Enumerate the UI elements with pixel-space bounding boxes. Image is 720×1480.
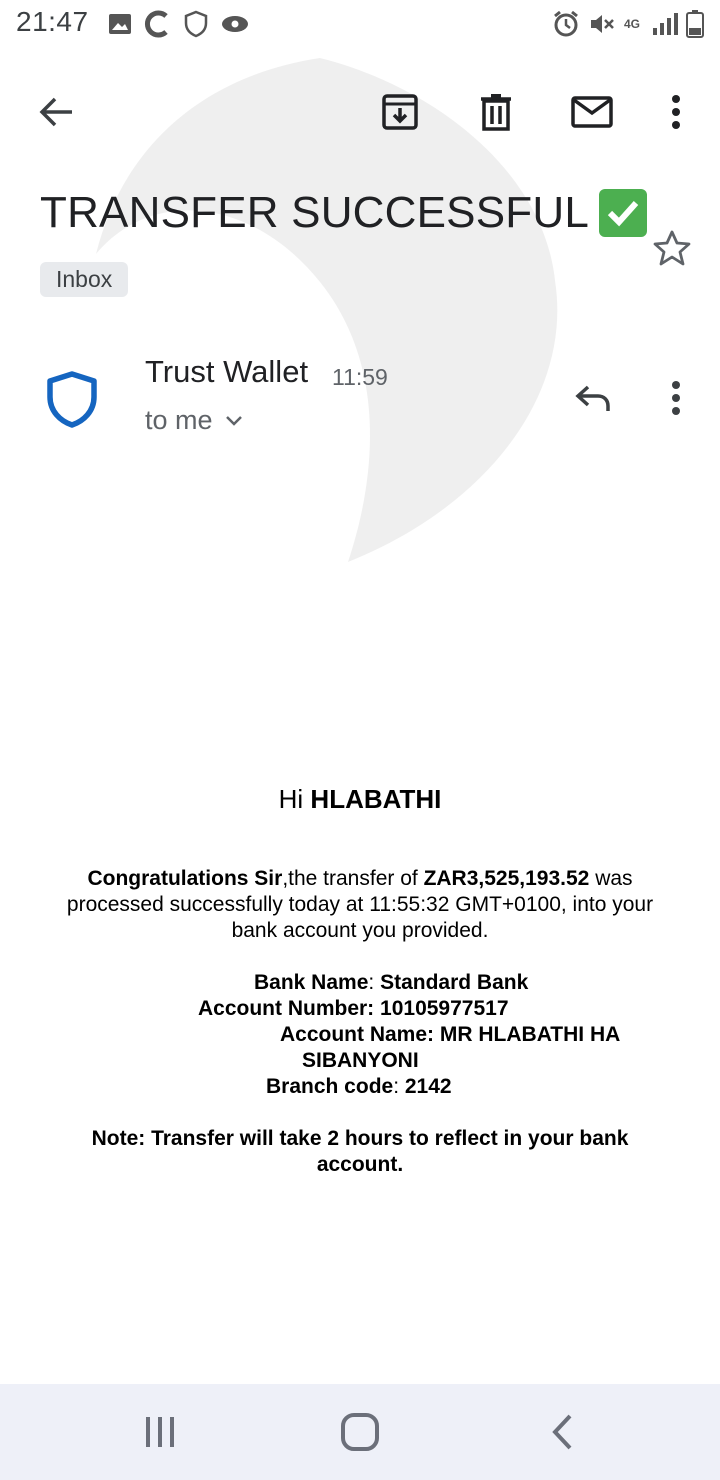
more-vert-icon bbox=[671, 381, 681, 415]
check-mark-icon bbox=[599, 189, 647, 237]
recent-apps-button[interactable] bbox=[130, 1404, 190, 1460]
reply-icon bbox=[574, 383, 612, 413]
star-button[interactable] bbox=[648, 224, 696, 272]
account-name-line bbox=[280, 1022, 620, 1048]
chevron-left-icon bbox=[550, 1413, 574, 1451]
para-text-2: was processed successfully today at 11:55:32 GMT+0100, into your bank account you provided. bbox=[66, 867, 654, 942]
system-back-button[interactable] bbox=[532, 1404, 592, 1460]
recipient-details-toggle[interactable] bbox=[145, 405, 243, 436]
account-name-line-2 bbox=[302, 1048, 419, 1074]
message-more-button[interactable] bbox=[650, 378, 702, 418]
account-name-value-1: MR HLABATHI HA bbox=[439, 1023, 621, 1046]
account-number-label: Account Number: bbox=[198, 997, 375, 1020]
archive-button[interactable] bbox=[374, 86, 426, 138]
more-options-button[interactable] bbox=[650, 86, 702, 138]
sender-avatar bbox=[46, 370, 98, 433]
home-button[interactable] bbox=[330, 1404, 390, 1460]
mail-icon bbox=[571, 96, 613, 128]
greeting bbox=[0, 784, 720, 815]
network-type-label: 4G bbox=[624, 17, 641, 31]
mute-icon bbox=[588, 8, 616, 40]
recipient-label: to me bbox=[145, 405, 213, 435]
back-button[interactable] bbox=[30, 86, 82, 138]
transfer-note: Note: Transfer will take 2 hours to reflect in your bank account. bbox=[91, 1127, 629, 1176]
bank-name-label: Bank Name bbox=[254, 971, 369, 994]
branch-code-line: Branch code: 2142 bbox=[266, 1075, 452, 1098]
mark-unread-button[interactable] bbox=[566, 86, 618, 138]
view-notification-icon bbox=[220, 8, 250, 40]
greeting-name: HLABATHI bbox=[310, 784, 442, 814]
c-app-notification-icon bbox=[144, 8, 170, 40]
account-number-line bbox=[198, 996, 509, 1022]
delete-button[interactable] bbox=[470, 86, 522, 138]
back-arrow-icon bbox=[38, 96, 74, 128]
label-chip-inbox[interactable]: Inbox bbox=[40, 262, 128, 297]
congrats-text: Congratulations Sir bbox=[87, 867, 283, 890]
greeting-prefix: Hi bbox=[278, 784, 304, 814]
sender-name[interactable]: Trust Wallet bbox=[145, 354, 309, 389]
branch-code-label: Branch code bbox=[266, 1075, 394, 1098]
trust-wallet-shield-icon bbox=[46, 370, 98, 428]
subject-text: TRANSFER SUCCESSFUL bbox=[40, 188, 589, 237]
transfer-paragraph bbox=[60, 866, 660, 944]
recent-apps-icon bbox=[143, 1415, 177, 1449]
email-subject bbox=[40, 188, 647, 238]
home-icon bbox=[340, 1412, 380, 1452]
more-vert-icon bbox=[671, 95, 681, 129]
sent-time: 11:59 bbox=[332, 364, 388, 390]
bank-name-line: Bank Name: Standard Bank bbox=[254, 971, 529, 994]
reply-button[interactable] bbox=[568, 376, 618, 420]
battery-icon bbox=[686, 8, 704, 40]
account-name-value-2: SIBANYONI bbox=[302, 1049, 419, 1072]
account-number-value: 10105977517 bbox=[380, 997, 509, 1020]
trash-icon bbox=[479, 93, 513, 131]
signal-icon bbox=[652, 8, 678, 40]
account-name-label: Account Name: bbox=[280, 1023, 435, 1046]
chevron-down-icon bbox=[225, 415, 243, 427]
alarm-icon bbox=[552, 8, 580, 40]
image-notification-icon bbox=[108, 8, 132, 40]
branch-code-value: 2142 bbox=[404, 1075, 452, 1098]
transfer-amount: ZAR3,525,193.52 bbox=[423, 867, 590, 890]
status-time: 21:47 bbox=[16, 6, 89, 37]
shield-notification-icon bbox=[184, 8, 208, 40]
archive-icon bbox=[381, 93, 419, 131]
bank-name-value: Standard Bank bbox=[380, 971, 529, 994]
star-icon bbox=[652, 229, 692, 267]
para-text-1: ,the transfer of bbox=[282, 867, 418, 890]
